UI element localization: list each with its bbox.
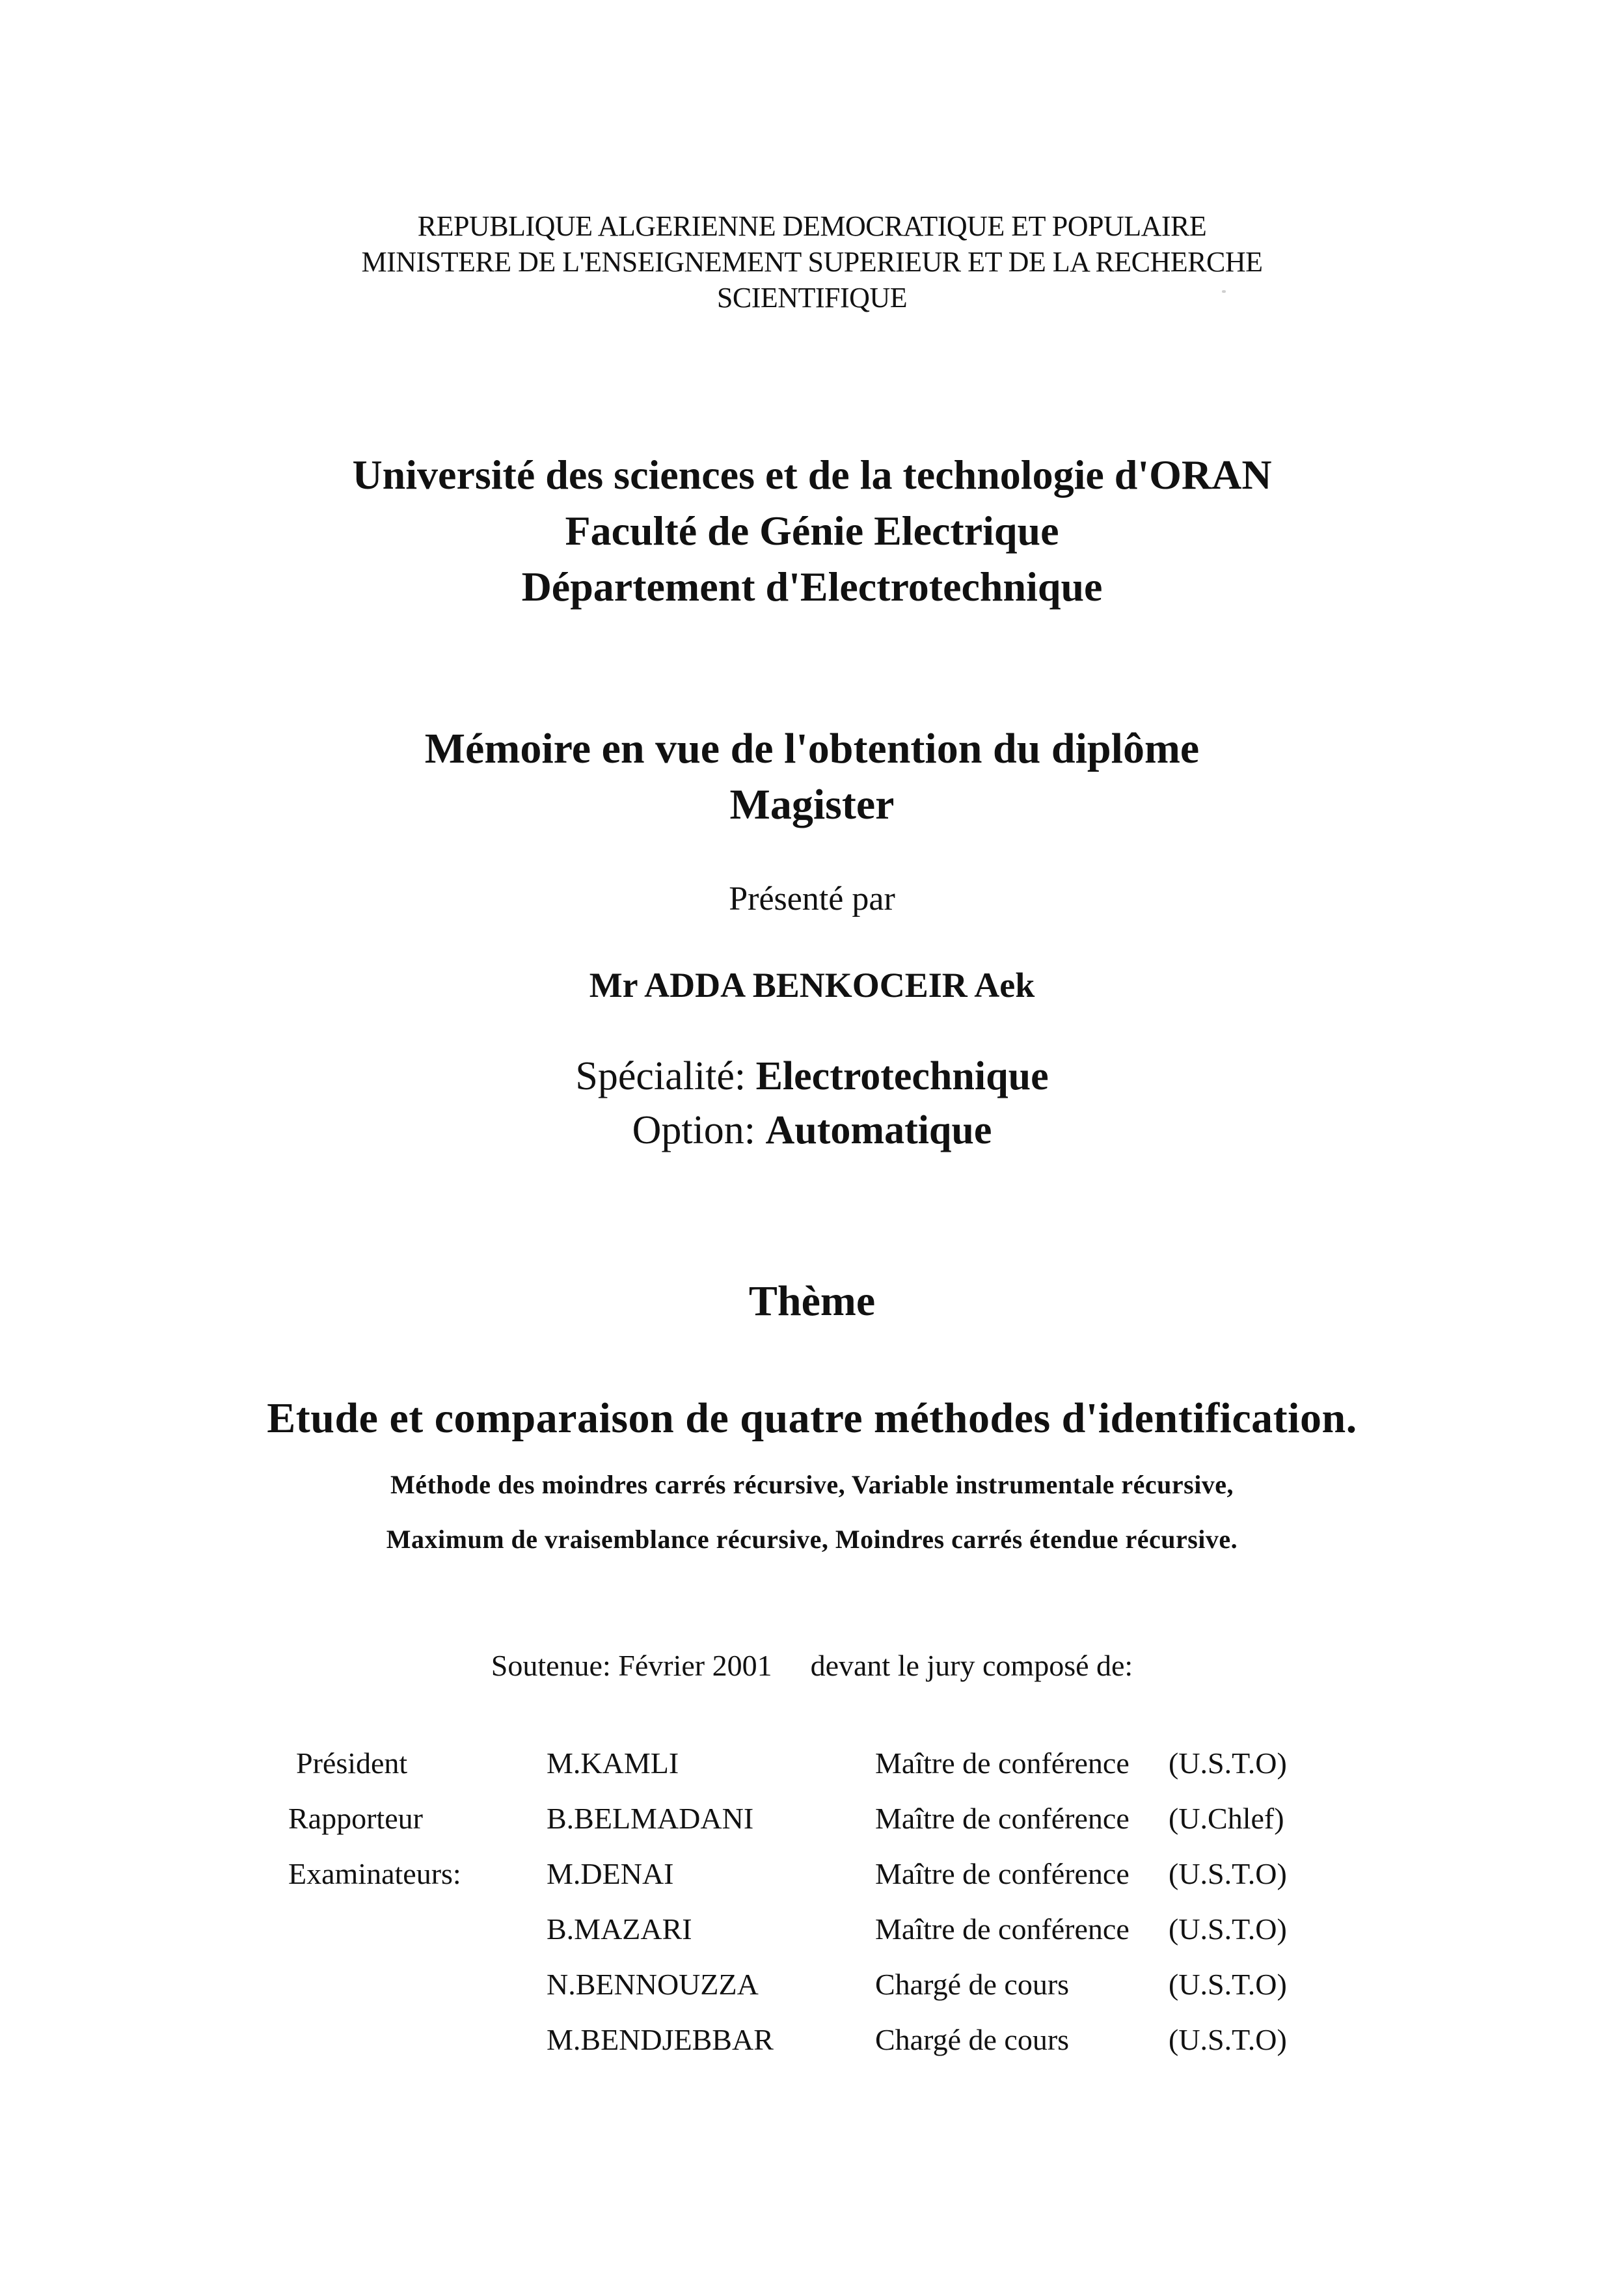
jury-role: Président	[296, 1746, 408, 1780]
speciality-value: Electrotechnique	[755, 1054, 1049, 1098]
speciality-line	[0, 1050, 1624, 1102]
jury-grade: Maître de conférence	[875, 1912, 1130, 1946]
jury-affiliation: (U.S.T.O)	[1169, 1968, 1287, 2001]
author-name: Mr ADDA BENKOCEIR Aek	[589, 966, 1035, 1005]
methods-line-1: Méthode des moindres carrés récursive, Variable instrumentale récursive,	[390, 1470, 1234, 1499]
jury-name: M.BENDJEBBAR	[547, 2023, 774, 2056]
faculty-name: Faculté de Génie Electrique	[565, 508, 1059, 554]
jury-grade: Chargé de cours	[875, 1968, 1070, 2001]
jury-grade: Chargé de cours	[875, 2023, 1070, 2056]
jury-name: M.DENAI	[547, 1857, 674, 1890]
jury-grade: Maître de conférence	[875, 1746, 1130, 1780]
diploma-name: Magister	[729, 781, 895, 828]
ministry-line-continued: SCIENTIFIQUE	[716, 282, 908, 314]
option-line	[0, 1104, 1624, 1156]
jury-affiliation: (U.Chlef)	[1169, 1802, 1284, 1835]
presented-by-label: Présenté par	[729, 880, 895, 917]
jury-name: B.MAZARI	[547, 1912, 692, 1946]
methods-line-2: Maximum de vraisemblance récursive, Moindres carrés étendue récursive.	[386, 1525, 1238, 1554]
jury-grade: Maître de conférence	[875, 1857, 1130, 1890]
option-label: Option:	[632, 1108, 756, 1152]
jury-affiliation: (U.S.T.O)	[1169, 1912, 1287, 1946]
ministry-line: MINISTERE DE L'ENSEIGNEMENT SUPERIEUR ET DE LA RECHERCHE	[361, 246, 1263, 278]
jury-name: B.BELMADANI	[547, 1802, 754, 1835]
jury-grade: Maître de conférence	[875, 1802, 1130, 1835]
speciality-label: Spécialité:	[575, 1054, 746, 1098]
jury-role: Rapporteur	[288, 1802, 423, 1835]
defense-date: Soutenue: Février 2001	[491, 1649, 772, 1682]
defense-line	[0, 1646, 1624, 1685]
jury-name: N.BENNOUZZA	[547, 1968, 759, 2001]
jury-intro: devant le jury composé de:	[810, 1649, 1133, 1682]
theme-heading: Thème	[748, 1277, 876, 1325]
jury-affiliation: (U.S.T.O)	[1169, 1857, 1287, 1890]
department-name: Département d'Electrotechnique	[521, 564, 1103, 610]
scan-speck	[1222, 290, 1226, 293]
jury-affiliation: (U.S.T.O)	[1169, 2023, 1287, 2056]
university-name: Université des sciences et de la technologie d'ORAN	[352, 452, 1272, 498]
jury-name: M.KAMLI	[547, 1746, 679, 1780]
thesis-title: Etude et comparaison de quatre méthodes d'identification.	[267, 1394, 1357, 1442]
jury-affiliation: (U.S.T.O)	[1169, 1746, 1287, 1780]
jury-role: Examinateurs:	[288, 1857, 461, 1890]
option-value: Automatique	[765, 1108, 992, 1152]
memoire-purpose: Mémoire en vue de l'obtention du diplôme	[424, 725, 1200, 772]
republic-line: REPUBLIQUE ALGERIENNE DEMOCRATIQUE ET POPULAIRE	[417, 210, 1207, 242]
